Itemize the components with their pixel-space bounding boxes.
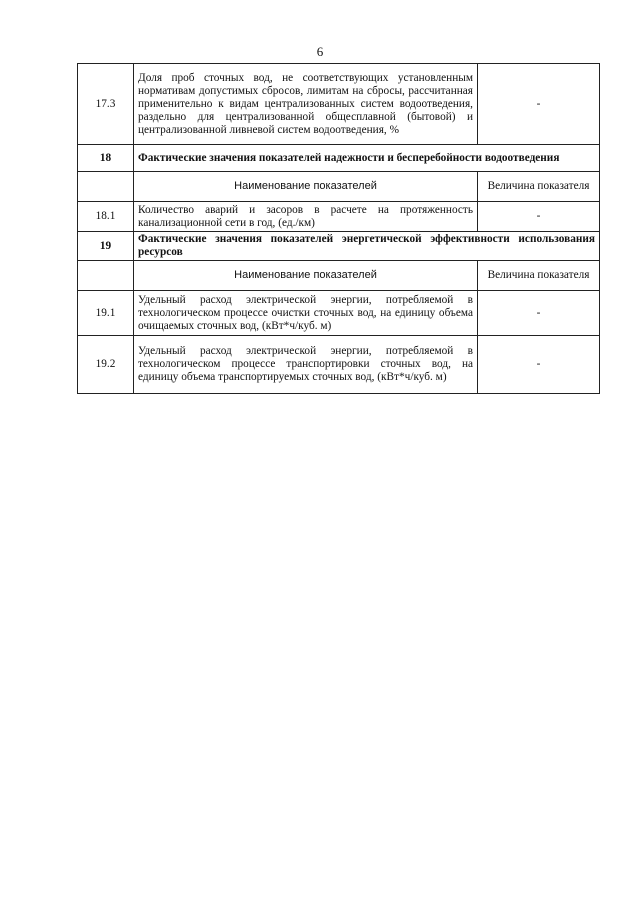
section-title: Фактические значения показателей надежности и бесперебойности водоотведения xyxy=(134,145,600,172)
row-number: 19.2 xyxy=(78,336,134,394)
value-column-header: Величина показателя xyxy=(478,261,600,291)
row-number: 19.1 xyxy=(78,291,134,336)
header-row xyxy=(78,172,600,202)
name-column-header: Наименование показателей xyxy=(134,261,478,291)
table-row xyxy=(78,336,600,394)
table-row xyxy=(78,291,600,336)
row-number: 17.3 xyxy=(78,64,134,145)
row-number: 18.1 xyxy=(78,202,134,232)
indicator-value: - xyxy=(478,291,600,336)
name-column-header: Наименование показателей xyxy=(134,172,478,202)
empty-cell xyxy=(78,261,134,291)
indicators-table xyxy=(77,63,600,394)
indicator-value: - xyxy=(478,336,600,394)
indicator-value: - xyxy=(478,64,600,145)
page-number: 6 xyxy=(316,44,324,59)
indicator-value: - xyxy=(478,202,600,232)
header-row xyxy=(78,261,600,291)
section-row xyxy=(78,145,600,172)
empty-cell xyxy=(78,172,134,202)
indicator-name: Удельный расход электрической энергии, потребляемой в технологическом процессе транспортировки сточных вод, на единицу объема транспортируемых сточных вод, (кВт*ч/куб. м) xyxy=(134,336,478,394)
indicator-name: Доля проб сточных вод, не соответствующих установленным нормативам допустимых сбросов, лимитам на сбросы, рассчитанная применительно к видам централизованных систем водоотведения, раздельно для централизованной общесплавной (бытовой) и централизованной ливневой систем водоотведения, % xyxy=(134,64,478,145)
table-row xyxy=(78,64,600,145)
table-row xyxy=(78,202,600,232)
section-number: 19 xyxy=(78,232,134,261)
section-title: Фактические значения показателей энергетической эффективности использования ресурсов xyxy=(134,232,600,261)
section-row xyxy=(78,232,600,261)
section-number: 18 xyxy=(78,145,134,172)
indicator-name: Количество аварий и засоров в расчете на протяженность канализационной сети в год, (ед./км) xyxy=(134,202,478,232)
indicator-name: Удельный расход электрической энергии, потребляемой в технологическом процессе очистки сточных вод, на единицу объема очищаемых сточных вод, (кВт*ч/куб. м) xyxy=(134,291,478,336)
value-column-header: Величина показателя xyxy=(478,172,600,202)
